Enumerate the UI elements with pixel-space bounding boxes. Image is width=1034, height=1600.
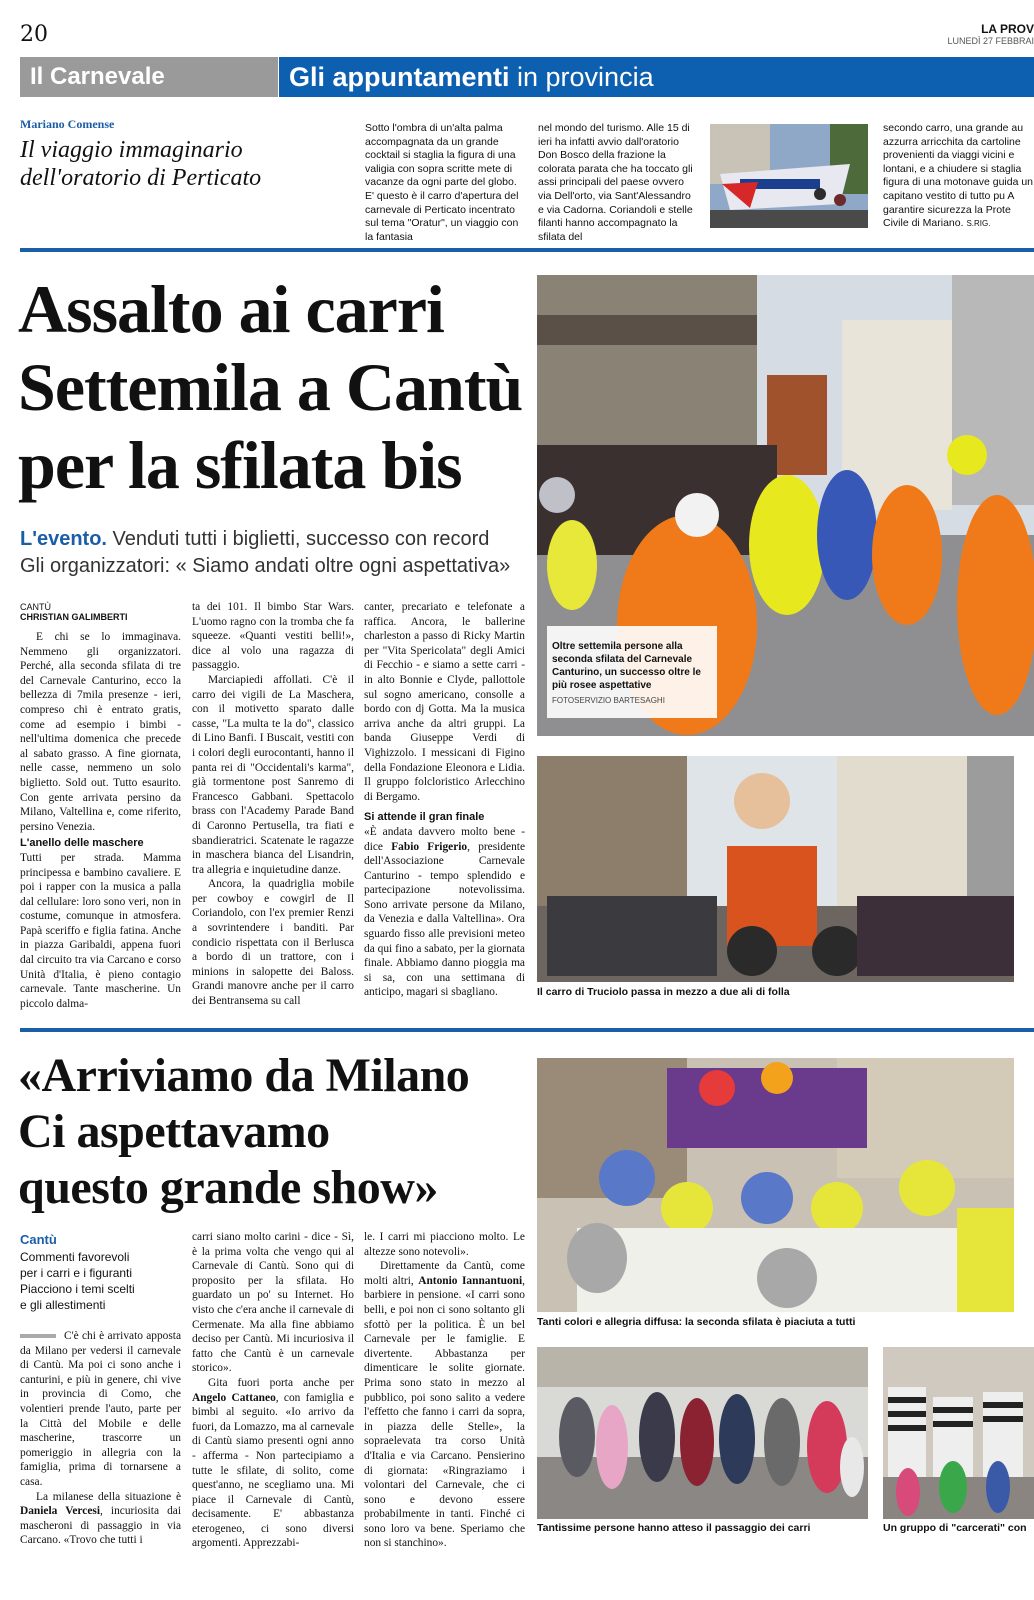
- photo-colorful-masks: [537, 1058, 1014, 1312]
- brief-col2: nel mondo del turismo. Alle 15 di ieri ha infatti avvio dall'oratorio Don Bosco della frazione la colorata parata che ha toccato gli assi principali del paese ovvero via Dell'orto, via Sant'Alessandro e via Cadorna. Coriandoli e stelle filanti hanno accompagnato la sfilata del: [538, 122, 693, 243]
- story2-col1-p2-a: La milanese della situazione è: [36, 1490, 181, 1503]
- photo1-credit: FOTOSERVIZIO BARTESAGHI: [552, 696, 665, 705]
- story2-col2-p2: [192, 1376, 354, 1551]
- story1-col3-p2-b: , presidente dell'Associazione Carnevale Canturino - tempo splendido e partecipazione notevolissima. Sono arrivate persone da Milano, da Venezia e dalla Valtellina». Ora sguardo fisso alle previsioni meteo da qui fino a sabato, per la giornata finale. Abbiamo danno pioggia ma si sa, con una settimana di anticipo, magari si sbagliano.: [364, 840, 525, 999]
- photo1-caption: Oltre settemila persone alla seconda sfilata del Carnevale Canturino, un successo oltre le più rosee aspettative: [552, 641, 701, 691]
- story2-col2-p1: carri siano molto carini - dice - Sì, è la prima volta che vengo qui al Carnevale di Cantù. Sono qui di proposito per la sfilata. Ho guardato un po' su Internet. Ho visto che c'era anche il carnevale di Cermenate. Ma alla fine abbiamo deciso per Cantù. Mi incuriosiva il fatto che Cantù è un carnevale storico».: [192, 1231, 354, 1375]
- story1-col1-subhead: L'anello delle maschere: [20, 837, 144, 850]
- story1-col1-p2: Tutti per strada. Mamma principessa e bambino cavaliere. E poi i rapper con la musica a palla dal cellulare: loro sono veri, non in costume, comunque in atmosfera. Papà sceriffo e figlia fatina. Anche in piazza Garibaldi, appena fuori dal circuito tra via Carcano e corso Unità d'Italia, è pieno contagio carnevale. Tante mascherine. Un piccolo dalma-: [20, 851, 181, 1010]
- story1-col1-p1: E chi se lo immaginava. Nemmeno gli organizzatori. Perché, alla seconda sfilata di tre del Carnevale Canturino, ecco la bellezza di 7mila presenze - ieri, compreso chi è entrato gratis, come ad esempio i bimbi - nell'ultima domenica che precede al sabato grasso. A fine giornata, nelle casse, nemmeno un solo biglietto. Sold out. Tutto esaurito. Con gente arrivata persino da Milano, Valtellina e, come riferito, persino Venezia.: [20, 631, 181, 833]
- brief-signature: S.RIG.: [966, 219, 991, 229]
- story1-sub-text2: Gli organizzatori: « Siamo andati oltre ogni aspettativa»: [20, 555, 511, 577]
- story1-sub-kicker: L'evento.: [20, 528, 107, 550]
- story2-col3-p2-b: , barbiere in pensione. «I carri sono belli, e poi non ci sono soltanto gli sfottò per la politica. È un bel Carnevale per le famiglie. E divertente. Abbastanza per dimenticare le solite giornate. Prima sono stato in mezzo al pubblico, poi sono salito a vedere l'effetto che fanno i carri da sopra, in piazza delle Stelle», la sopraelevata tra corso Unità d'Italia e via Carcano. Pensierino di giornata: «Ringraziamo i volontari del Carnevale, che ci sono e devono essere probabilmente in tanti. Finché ci sono loro va bene. Speriamo che non si stanchino».: [364, 1274, 526, 1550]
- story1-author: CHRISTIAN GALIMBERTI: [20, 612, 128, 622]
- story2-col1-p2-b: , incuriosita dai mascheroni di passaggio in via Carcano. «Trovo che tutti i: [20, 1505, 181, 1547]
- story2-col1-p2-name: Daniela Vercesi: [20, 1505, 100, 1518]
- story2-col2: [192, 1230, 354, 1551]
- photo4-caption: Tantissime persone hanno atteso il passaggio dei carri: [537, 1522, 811, 1534]
- section-label-carnevale: Il Carnevale: [20, 57, 278, 97]
- photo5-caption: Un gruppo di "carcerati" con: [883, 1522, 1027, 1534]
- brief-place: Mariano Comense: [20, 117, 115, 131]
- story1-dateline: CANTÙ: [20, 602, 51, 612]
- story1-col2-p2: Marciapiedi affollati. C'è il carro dei vigili de La Maschera, con il motivetto sparato dalle casse, "La multa te la do", classico di Lino Banfi. I Buscait, vestiti con i colori degli eurocontanti, hanno il panta rei di "Occidentali's karma", già tormentone post Sanremo di Francesco Gabbani. Spettacolo brass con l'Academy Parade Band di Caronno Pertusella, tra fiati e sbandieratrici. Scatenate le ragazze in maschera bianca del Lisandrin, tra allegria e inquietudine danze.: [192, 673, 354, 876]
- story2-kicker: [20, 1232, 190, 1313]
- photo2-caption: Il carro di Truciolo passa in mezzo a due ali di folla: [537, 986, 790, 998]
- story2-kicker-place: Cantù: [20, 1232, 57, 1247]
- section-label-light: in provincia: [509, 62, 654, 92]
- story1-sub-text1: Venduti tutti i biglietti, successo con record: [107, 528, 490, 550]
- story2-col3-p1: le. I carri mi piacciono molto. Le altezze sono notevoli».: [364, 1231, 525, 1258]
- masthead-title: LA PROV: [981, 22, 1034, 36]
- story2-kicker-line: e gli allestimenti: [20, 1298, 106, 1312]
- section-divider-2: [20, 1028, 1034, 1032]
- photo1-caption-box: [547, 626, 717, 718]
- story2-col2-p2-a: Gita fuori porta anche per: [208, 1376, 354, 1389]
- story1-col3-p2-name: Fabio Frigerio: [391, 840, 468, 853]
- story2-kicker-line: per i carri e i figuranti: [20, 1266, 133, 1280]
- story2-kicker-line: Piacciono i temi scelti: [20, 1282, 135, 1296]
- story2-col3-p2-name: Antonio Iannantuoni: [418, 1274, 523, 1287]
- brief-col3: [883, 122, 1034, 231]
- brief-col1: Sotto l'ombra di un'alta palma accompagnata da un grande cocktail si staglia la figura di una valigia con sopra scritte mete di vacanze da ogni parte del globo. E' questo è il carro d'apertura del carnevale di Perticato incentrato sul tema "Oratur", un viaggio con la fantasia: [365, 122, 519, 243]
- story1-headline-line1: Assalto ai carri: [18, 271, 444, 347]
- story2-col1-p2: [20, 1490, 181, 1548]
- story1-headline-line2: Settemila a Cantù: [18, 349, 523, 425]
- story2-headline: [18, 1048, 533, 1216]
- story1-byline: [20, 602, 128, 622]
- story2-col1-p1: C'è chi è arrivato apposta da Milano per vedersi il carnevale di Cantù. Ma poi ci sono anche i canturini, e più in genere, chi vive in provincia di Como, che volentieri prende l'auto, parte per la Città del Mobile e delle mascherine, trascorre un pomeriggio in allegria con la famiglia, prima di tornarsene a casa.: [20, 1330, 181, 1488]
- story1-col3-subhead: Si attende il gran finale: [364, 811, 485, 824]
- story1-col1: [20, 630, 181, 1011]
- story1-col3-p2: [364, 825, 525, 1000]
- photo3-caption: Tanti colori e allegria diffusa: la seconda sfilata è piaciuta a tutti: [537, 1316, 856, 1328]
- brief-photo-motonave: [710, 124, 868, 228]
- story1-col3-p2-a: «È andata davvero molto bene - dice: [364, 825, 525, 853]
- story1-col3-p1: canter, precariato e telefonate a raffica. Ancora, le ballerine charleston a passo di Ricky Martin per "Vita Spericolata" degli Amici di Fecchio - e siamo a sette carri - in alto Bonnie e Clyde, pallottole sul sogno americano, consolle a bordo con dj Gotta. Ma la musica arriva anche da altri gruppi. La banda Giuseppe Verdi di Vighizzolo. I messicani di Figino della Fondazione Eleonora e Lidia. Il gruppo folcloristico Arlecchino di Bergamo.: [364, 601, 525, 803]
- story2-col2-p2-name: Angelo Cattaneo: [192, 1391, 276, 1404]
- story1-headline: [18, 270, 538, 504]
- story1-subheadline: [20, 526, 535, 580]
- story1-col2-p3: Ancora, la quadriglia mobile per cowboy e cowgirl de Il Coriandolo, con l'ex premier Renzi a sovrintendere i banditi. Par condicio rispettata con il Berlusca a bordo di un trattore, con i minions in salopette dei Baloss. Grandi manovre anche per il carro dei Bentransema su call: [192, 878, 354, 1008]
- brief-title-line2: dell'oratorio di Perticato: [20, 165, 262, 191]
- story1-col3: [364, 600, 525, 1000]
- story2-headline-line2: Ci aspettavamo: [18, 1105, 330, 1158]
- story2-headline-line3: questo grande show»: [18, 1161, 438, 1214]
- story2-kicker-line: Commenti favorevoli: [20, 1250, 130, 1264]
- story2-col2-p2-b: , con famiglia e bimbi al seguito. «Io arrivo da fuori, da Lomazzo, ma al carnevale di Cantù siamo presenti ogni anno - afferma - Non partecipiamo a tutte le sfilate, di solito, come quest'anno, ne scegliamo una. Mi piace il Carnevale di Cantù, decisamente. E' abbastanza eterogeneo, ci sono diversi argomenti. Apprezzabi-: [192, 1391, 354, 1550]
- story2-headline-line1: «Arriviamo da Milano: [18, 1049, 470, 1102]
- story2-col3-p2-a: Direttamente da Cantù, come molti altri,: [364, 1260, 525, 1287]
- brief-title: [20, 136, 360, 192]
- photo-crowd-waiting: [537, 1347, 868, 1519]
- section-divider-1: [20, 248, 1034, 252]
- section-label-appuntamenti: [279, 57, 1034, 97]
- story1-headline-line3: per la sfilata bis: [18, 427, 462, 503]
- masthead: [914, 22, 1034, 46]
- photo-truciolo-float: [537, 756, 1014, 982]
- photo-carcerati-group: [883, 1347, 1034, 1519]
- brief-col3-text: secondo carro, una grande au azzurra arricchita da cartoline provenienti da viaggi vicini e lontani, e a chiudere si staglia figura di una motonave guida un capitano vestito di tutto pu A garantire sicurezza la Prote Civile di Mariano.: [883, 122, 1034, 230]
- masthead-date: LUNEDÌ 27 FEBBRAI: [947, 36, 1034, 46]
- story2-col3-p2: [364, 1259, 525, 1551]
- brief-title-line1: Il viaggio immaginario: [20, 137, 243, 163]
- story2-col3: [364, 1230, 525, 1551]
- story1-col2-p1: ta dei 101. Il bimbo Star Wars. L'uomo ragno con la tromba che fa squeeze. «Quanti vestiti belli!», dice al volo una ragazza di passaggio.: [192, 601, 354, 672]
- story2-col1: [20, 1329, 181, 1548]
- section-label-bold: Gli appuntamenti: [289, 62, 510, 92]
- story1-col2: [192, 600, 354, 1009]
- page-number: 20: [20, 22, 48, 47]
